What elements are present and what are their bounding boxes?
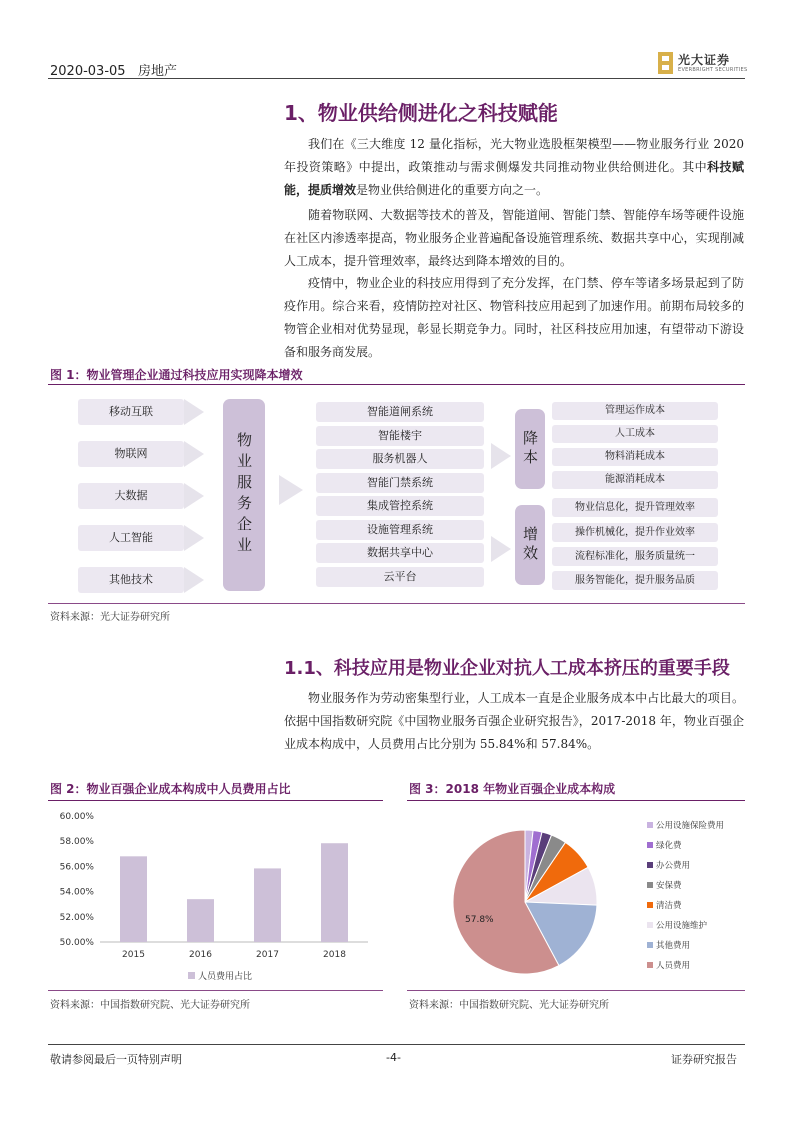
figure-2-top-rule [48,800,383,801]
footer-report-type: 证券研究报告 [671,1053,737,1066]
section-1-paragraph-2: 随着物联网、大数据等技术的普及，智能道闸、智能门禁、智能停车场等硬件设施在社区内渗透率提高，物业服务企业普遍配备设施管理系统、数据共享中心，实现削减人工成本，提升管理效率，最终达到降本增效的目的。 [284,208,744,268]
x-tick-label: 2018 [323,950,346,960]
legend-label: 公用设施维护 [656,921,708,931]
reduce-item: 物料消耗成本 [552,448,718,466]
legend-swatch [647,822,653,828]
section-1-1-title: 1.1、科技应用是物业企业对抗人工成本挤压的重要手段 [284,658,730,679]
tech-item: 大数据 [78,483,184,509]
reduce-cost-label: 降本 [515,409,545,489]
footer-disclaimer: 敬请参阅最后一页特别声明 [50,1053,182,1066]
legend-label: 人员费用 [656,961,691,971]
tech-item: 其他技术 [78,567,184,593]
increase-item: 物业信息化，提升管理效率 [552,498,718,517]
legend-swatch [647,942,653,948]
x-tick-label: 2015 [122,950,145,960]
tech-item: 物联网 [78,441,184,467]
legend-swatch [647,882,653,888]
figure-1-source: 资料来源：光大证券研究所 [50,612,170,623]
legend-label: 安保费 [656,881,682,891]
x-tick-label: 2017 [256,950,279,960]
arrow-icon [279,475,303,505]
figure-2-title: 图 2：物业百强企业成本构成中人员费用占比 [50,782,291,796]
system-item: 设施管理系统 [316,520,484,540]
bar [120,856,147,942]
legend-label: 绿化费 [656,841,682,851]
arrow-icon [184,399,204,425]
arrow-icon [184,483,204,509]
figure-2-bar-chart [48,806,383,986]
system-item: 智能道闸系统 [316,402,484,422]
arrow-icon [491,536,511,562]
increase-item: 服务智能化，提升服务品质 [552,571,718,590]
p1-bold: 科技赋能，提质增效 [284,160,744,197]
reduce-item: 人工成本 [552,425,718,443]
figure-3-top-rule [407,800,745,801]
tech-item: 移动互联 [78,399,184,425]
legend-label: 公用设施保险费用 [656,821,725,831]
tech-item: 人工智能 [78,525,184,551]
figure-3-pie-chart [407,806,745,986]
legend-swatch [647,862,653,868]
logo-mark-icon [658,52,673,74]
logo-name-cn: 光大证券 [678,52,731,67]
footer-rule [48,1044,745,1045]
p1-text-b: 是物业供给侧进化的重要方向之一。 [356,183,549,197]
footer-page-number: -4- [386,1051,401,1064]
section-1-title: 1、物业供给侧进化之科技赋能 [284,101,558,125]
system-item: 数据共享中心 [316,543,484,563]
legend-swatch [647,902,653,908]
system-item: 智能楼宇 [316,426,484,446]
section-1-paragraph-3: 疫情中，物业企业的科技应用得到了充分发挥，在门禁、停车等诸多场景起到了防疫作用。综合来看，疫情防控对社区、物管科技应用起到了加速作用。前期布局较多的物管企业相对优势显现，彰显长期竞争力。同时，社区科技应用加速，有望带动下游设备和服务商发展。 [284,276,744,359]
legend-label: 清洁费 [656,901,682,911]
y-tick-label: 50.00% [59,938,94,948]
header-date: 2020-03-05 [50,64,126,79]
legend-label: 办公费用 [656,861,691,871]
bar [321,843,348,942]
brand-logo [658,52,747,74]
figure-3-title: 图 3：2018 年物业百强企业成本构成 [409,782,616,796]
figure-3-source: 资料来源：中国指数研究院、光大证券研究所 [409,1000,609,1011]
header-rule [48,78,745,79]
pie-data-label: 57.8% [465,915,494,925]
system-item: 智能门禁系统 [316,473,484,493]
header-date-category [50,60,177,79]
y-tick-label: 60.00% [59,812,94,822]
legend-swatch [647,962,653,968]
figure-2-source: 资料来源：中国指数研究院、光大证券研究所 [50,1000,250,1011]
system-item: 集成管控系统 [316,496,484,516]
reduce-item: 能源消耗成本 [552,471,718,489]
system-item: 服务机器人 [316,449,484,469]
legend-label: 其他费用 [656,941,691,951]
increase-item: 操作机械化，提升作业效率 [552,523,718,542]
y-tick-label: 52.00% [59,912,94,923]
logo-name-en: EVERBRIGHT SECURITIES [678,66,748,73]
y-tick-label: 56.00% [59,862,94,873]
increase-efficiency-label: 增效 [515,505,545,585]
header-category: 房地产 [137,64,177,79]
arrow-icon [184,441,204,467]
center-property-service-enterprise: 物业服务企业 [223,399,265,591]
figure-3-bottom-rule [407,990,745,991]
section-1-paragraph-1 [284,133,744,202]
legend-label: 人员费用占比 [198,972,253,982]
figure-1-top-rule [48,384,745,385]
system-item: 云平台 [316,567,484,587]
arrow-icon [184,525,204,551]
figure-1-title: 图 1：物业管理企业通过科技应用实现降本增效 [50,368,303,382]
y-tick-label: 58.00% [59,837,94,848]
reduce-item: 管理运作成本 [552,402,718,420]
increase-item: 流程标准化，服务质量统一 [552,547,718,566]
figure-2-bottom-rule [48,990,383,991]
bar [254,868,281,942]
x-tick-label: 2016 [189,950,212,960]
bar [187,899,214,942]
p1-text-a: 我们在《三大维度 12 量化指标，光大物业选股框架模型——物业服务行业 2020 年投资策略》中提出，政策推动与需求侧爆发共同推动物业供给侧进化。其中 [284,137,744,174]
legend-swatch [188,972,195,979]
y-tick-label: 54.00% [59,887,94,898]
arrow-icon [184,567,204,593]
legend-swatch [647,842,653,848]
arrow-icon [491,443,511,469]
legend-swatch [647,922,653,928]
figure-1-bottom-rule [48,603,745,604]
section-1-1-paragraph: 物业服务作为劳动密集型行业，人工成本一直是企业服务成本中占比最大的项目。依据中国指数研究院《中国物业服务百强企业研究报告》，2017-2018 年，物业百强企业成本构成中，人员费用占比分别为 55.84%和 57.84%。 [284,691,744,751]
